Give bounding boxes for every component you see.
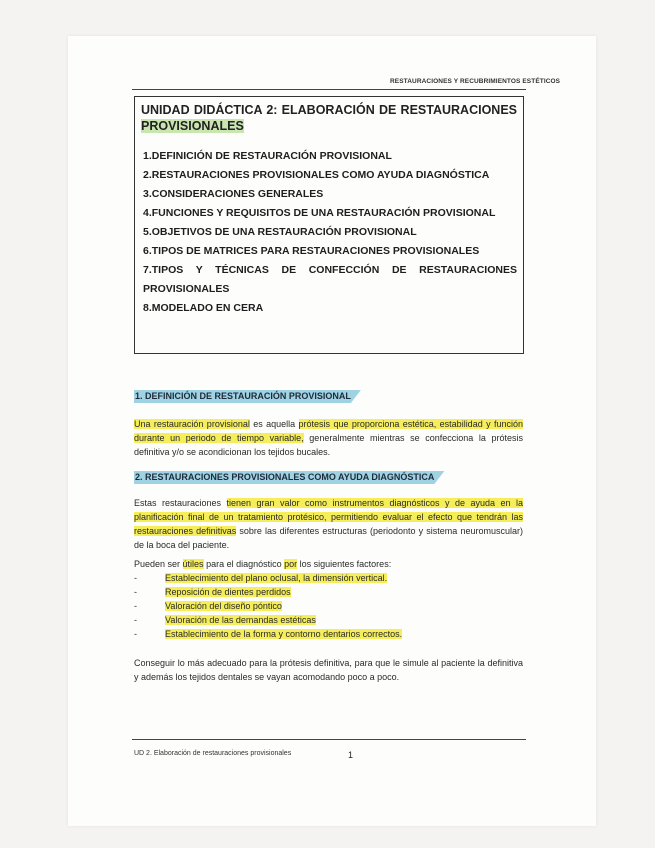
highlight: Una restauración provisional [134,419,250,429]
footer-text: UD 2. Elaboración de restauraciones provisionales [134,750,292,757]
highlight: Establecimiento de la forma y contorno dentarios correctos. [165,629,403,639]
highlight: Reposición de dientes perdidos [165,587,291,597]
header-rule [132,89,526,90]
text-run: Pueden ser [134,559,183,569]
dash-bullet: - [134,573,137,583]
dash-bullet: - [134,615,137,625]
dash-bullet: - [134,629,137,639]
toc-item: 6.TIPOS DE MATRICES PARA RESTAURACIONES PROVISIONALES [143,245,480,257]
factor-list [134,571,402,641]
unit-title-line1: UNIDAD DIDÁCTICA 2: ELABORACIÓN DE RESTAURACIONES [141,103,517,117]
list-item [134,585,402,599]
toc-item: 4.FUNCIONES Y REQUISITOS DE UNA RESTAURACIÓN PROVISIONAL [143,207,496,219]
unit-title-line2-wrap [141,118,244,134]
dash-bullet: - [134,601,137,611]
dash-bullet: - [134,587,137,597]
unit-title-line2: PROVISIONALES [141,119,244,133]
toc-item: 1.DEFINICIÓN DE RESTAURACIÓN PROVISIONAL [143,150,392,162]
toc-list [143,147,517,318]
highlight: Establecimiento del plano oclusal, la dimensión vertical. [165,573,388,583]
list-item [134,571,402,585]
list-item [134,613,402,627]
section-heading-2-text: 2. RESTAURACIONES PROVISIONALES COMO AYUDA DIAGNÓSTICA [135,472,435,482]
paragraph-conclusion: Conseguir lo más adecuado para la prótesis definitiva, para que le simule al paciente la definitiva y además los tejidos dentales se vayan acomodando poco a poco. [134,658,523,682]
highlight: tienen gran valor como instrumentos diagnósticos y de ayuda en la planificación final de un tratamiento protésico, permitiendo evaluar el efecto que tendrán las restauraciones definitivas [134,498,524,536]
footer-rule [132,739,526,740]
unit-title [141,102,517,118]
page-number: 1 [348,750,354,760]
text-run: es aquella [249,419,299,429]
text-run: generalmente mientras se confecciona la prótesis definitiva y/o se acondicionan los tejidos bucales. [134,433,523,457]
paragraph-diagnostic [134,496,523,552]
toc-item: 7.TIPOS Y TÉCNICAS DE CONFECCIÓN DE RESTAURACIONES [143,264,517,276]
section-heading-1-text: 1. DEFINICIÓN DE RESTAURACIÓN PROVISIONAL [135,391,351,401]
paragraph-definition [134,417,523,459]
toc-item-continued: PROVISIONALES [143,283,230,295]
section-heading-2 [134,470,444,484]
toc-item: 2.RESTAURACIONES PROVISIONALES COMO AYUDA DIAGNÓSTICA [143,169,490,181]
text-run: Estas restauraciones [134,498,227,508]
highlight: prótesis que proporciona estética, estabilidad y función durante un periodo de tiempo variable, [134,419,523,443]
toc-item: 3.CONSIDERACIONES GENERALES [143,188,324,200]
toc-item: 8.MODELADO EN CERA [143,302,264,314]
section-heading-1 [134,389,361,403]
running-header: RESTAURACIONES Y RECUBRIMIENTOS ESTÉTICOS [390,78,561,85]
highlight: Valoración del diseño póntico [165,601,282,611]
list-item [134,627,402,641]
highlight: Valoración de las demandas estéticas [165,615,316,625]
text-run: para el diagnóstico [203,559,285,569]
highlight: útiles [182,559,204,569]
paragraph-factors-intro [134,557,523,571]
text-run: los siguientes factores: [297,559,392,569]
list-item [134,599,402,613]
text-run: sobre las diferentes estructuras (periodonto y sistema neuromuscular) de la boca del paciente. [134,526,523,550]
toc-item: 5.OBJETIVOS DE UNA RESTAURACIÓN PROVISIONAL [143,226,417,238]
highlight: por [284,559,298,569]
